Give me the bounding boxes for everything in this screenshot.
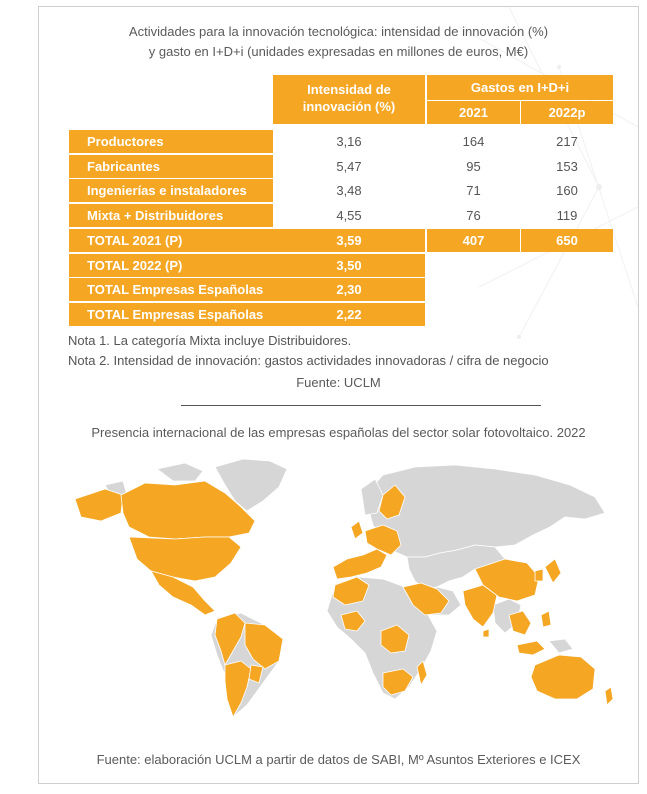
header-year-2021: 2021: [427, 101, 520, 124]
row-label: Fabricantes: [69, 155, 273, 178]
intensity-value: 3,59: [273, 229, 425, 252]
intensity-value: 4,55: [336, 208, 362, 223]
row-label: Ingenierías e instaladores: [69, 179, 273, 202]
row-label: Mixta + Distribuidores: [69, 204, 273, 227]
table-source: Fuente: UCLM: [296, 375, 381, 390]
intensity-value: 2,22: [273, 303, 425, 326]
intensity-value: 5,47: [336, 159, 362, 174]
note-2: Nota 2. Intensidad de innovación: gastos actividades innovadoras / cifra de negocio: [68, 353, 549, 368]
header-intensity: Intensidad de innovación (%): [273, 75, 425, 124]
note-1: Nota 1. La categoría Mixta incluye Distribuidores.: [68, 333, 352, 348]
intensity-value: 3,16: [336, 134, 362, 149]
world-map: [65, 455, 615, 720]
header-spend: Gastos en I+D+i: [427, 75, 613, 100]
row-label: TOTAL Empresas Españolas: [69, 303, 273, 326]
map-title: Presencia internacional de las empresas españolas del sector solar fotovoltaico. 2022: [91, 425, 586, 440]
intensity-value: 2,30: [273, 278, 425, 301]
row-label: TOTAL Empresas Españolas: [69, 278, 273, 301]
spend-2022-value: 650: [521, 229, 613, 252]
divider: [181, 405, 541, 406]
map-source: Fuente: elaboración UCLM a partir de datos de SABI, Mº Asuntos Exteriores e ICEX: [96, 752, 581, 767]
header-year-2022p: 2022p: [521, 101, 613, 124]
table-title-line-2: y gasto en I+D+i (unidades expresadas en millones de euros, M€): [148, 44, 529, 59]
row-label: Productores: [69, 130, 273, 153]
row-label: TOTAL 2022 (P): [69, 254, 273, 277]
spend-2021-value: 407: [427, 229, 520, 252]
spend-2022-value: 160: [556, 183, 578, 198]
row-label: TOTAL 2021 (P): [69, 229, 273, 252]
spend-2021-value: 95: [466, 159, 481, 174]
table-title-line-1: Actividades para la innovación tecnológica: intensidad de innovación (%): [128, 24, 549, 39]
infographic-panel: [38, 6, 639, 784]
spend-2022-value: 119: [556, 208, 578, 223]
spend-2021-value: 76: [466, 208, 481, 223]
spend-2022-value: 153: [556, 159, 578, 174]
intensity-value: 3,50: [273, 254, 425, 277]
spend-2021-value: 164: [462, 134, 485, 149]
spend-2021-value: 71: [466, 183, 481, 198]
spend-2022-value: 217: [556, 134, 578, 149]
intensity-value: 3,48: [336, 183, 362, 198]
